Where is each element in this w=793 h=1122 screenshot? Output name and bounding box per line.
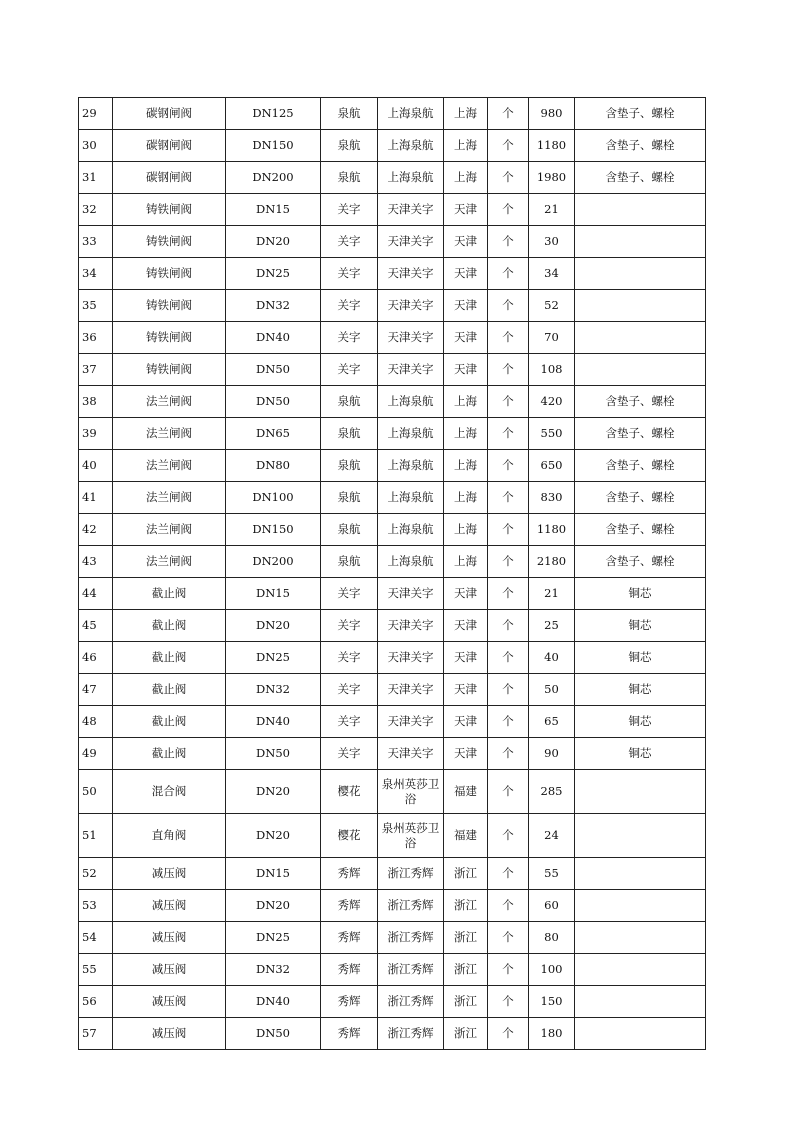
price-cell: 30: [529, 226, 575, 258]
table-row: [79, 578, 706, 610]
manufacturer-cell: 天津关字: [378, 194, 444, 226]
origin-cell: 浙江: [444, 858, 488, 890]
price-table: [78, 97, 706, 1050]
brand-cell: 樱花: [321, 814, 378, 858]
remark-cell: 铜芯: [575, 738, 706, 770]
origin-cell: 浙江: [444, 922, 488, 954]
unit-cell: 个: [488, 954, 529, 986]
table-row: [79, 482, 706, 514]
item-name: 减压阀: [113, 858, 226, 890]
spec-cell: DN50: [226, 354, 321, 386]
brand-cell: 秀辉: [321, 986, 378, 1018]
row-number: 52: [79, 858, 113, 890]
manufacturer-cell: 浙江秀辉: [378, 954, 444, 986]
remark-cell: [575, 922, 706, 954]
table-row: [79, 450, 706, 482]
remark-cell: [575, 954, 706, 986]
manufacturer-cell: 天津关字: [378, 258, 444, 290]
brand-cell: 秀辉: [321, 858, 378, 890]
manufacturer-cell: 泉州英莎卫浴: [378, 770, 444, 814]
brand-cell: 关字: [321, 578, 378, 610]
remark-cell: [575, 1018, 706, 1050]
price-cell: 21: [529, 194, 575, 226]
spec-cell: DN65: [226, 418, 321, 450]
spec-cell: DN25: [226, 258, 321, 290]
brand-cell: 秀辉: [321, 922, 378, 954]
item-name: 减压阀: [113, 922, 226, 954]
unit-cell: 个: [488, 482, 529, 514]
row-number: 34: [79, 258, 113, 290]
table-row: [79, 514, 706, 546]
table-row: [79, 546, 706, 578]
unit-cell: 个: [488, 578, 529, 610]
unit-cell: 个: [488, 814, 529, 858]
item-name: 减压阀: [113, 986, 226, 1018]
row-number: 41: [79, 482, 113, 514]
row-number: 30: [79, 130, 113, 162]
unit-cell: 个: [488, 890, 529, 922]
unit-cell: 个: [488, 162, 529, 194]
price-cell: 24: [529, 814, 575, 858]
table-row: [79, 674, 706, 706]
unit-cell: 个: [488, 706, 529, 738]
remark-cell: 铜芯: [575, 578, 706, 610]
spec-cell: DN150: [226, 130, 321, 162]
spec-cell: DN40: [226, 322, 321, 354]
price-cell: 550: [529, 418, 575, 450]
table-row: [79, 858, 706, 890]
table-row: [79, 706, 706, 738]
table-row: [79, 386, 706, 418]
origin-cell: 浙江: [444, 954, 488, 986]
origin-cell: 天津: [444, 194, 488, 226]
row-number: 33: [79, 226, 113, 258]
unit-cell: 个: [488, 258, 529, 290]
remark-cell: [575, 770, 706, 814]
price-cell: 100: [529, 954, 575, 986]
brand-cell: 泉航: [321, 546, 378, 578]
spec-cell: DN200: [226, 162, 321, 194]
manufacturer-cell: 上海泉航: [378, 130, 444, 162]
brand-cell: 关字: [321, 642, 378, 674]
brand-cell: 关字: [321, 258, 378, 290]
price-cell: 420: [529, 386, 575, 418]
table-row: [79, 890, 706, 922]
unit-cell: 个: [488, 130, 529, 162]
manufacturer-cell: 上海泉航: [378, 162, 444, 194]
price-cell: 65: [529, 706, 575, 738]
unit-cell: 个: [488, 386, 529, 418]
table-row: [79, 130, 706, 162]
spec-cell: DN32: [226, 674, 321, 706]
spec-cell: DN40: [226, 986, 321, 1018]
unit-cell: 个: [488, 226, 529, 258]
remark-cell: 含垫子、螺栓: [575, 98, 706, 130]
price-cell: 830: [529, 482, 575, 514]
origin-cell: 天津: [444, 674, 488, 706]
price-cell: 80: [529, 922, 575, 954]
price-cell: 40: [529, 642, 575, 674]
price-cell: 90: [529, 738, 575, 770]
manufacturer-cell: 泉州英莎卫浴: [378, 814, 444, 858]
table-row: [79, 954, 706, 986]
spec-cell: DN125: [226, 98, 321, 130]
brand-cell: 秀辉: [321, 954, 378, 986]
remark-cell: 含垫子、螺栓: [575, 418, 706, 450]
price-cell: 180: [529, 1018, 575, 1050]
table-row: [79, 258, 706, 290]
item-name: 截止阀: [113, 642, 226, 674]
brand-cell: 泉航: [321, 386, 378, 418]
row-number: 37: [79, 354, 113, 386]
manufacturer-cell: 上海泉航: [378, 482, 444, 514]
price-cell: 34: [529, 258, 575, 290]
manufacturer-cell: 上海泉航: [378, 98, 444, 130]
item-name: 碳钢闸阀: [113, 98, 226, 130]
brand-cell: 关字: [321, 706, 378, 738]
origin-cell: 天津: [444, 258, 488, 290]
origin-cell: 上海: [444, 386, 488, 418]
remark-cell: 含垫子、螺栓: [575, 546, 706, 578]
row-number: 45: [79, 610, 113, 642]
brand-cell: 关字: [321, 610, 378, 642]
manufacturer-cell: 上海泉航: [378, 386, 444, 418]
item-name: 截止阀: [113, 578, 226, 610]
remark-cell: 含垫子、螺栓: [575, 514, 706, 546]
origin-cell: 上海: [444, 98, 488, 130]
manufacturer-cell: 天津关字: [378, 290, 444, 322]
brand-cell: 泉航: [321, 130, 378, 162]
remark-cell: [575, 814, 706, 858]
row-number: 47: [79, 674, 113, 706]
brand-cell: 关字: [321, 674, 378, 706]
unit-cell: 个: [488, 922, 529, 954]
remark-cell: 含垫子、螺栓: [575, 450, 706, 482]
origin-cell: 上海: [444, 418, 488, 450]
origin-cell: 浙江: [444, 1018, 488, 1050]
table-row: [79, 642, 706, 674]
origin-cell: 福建: [444, 814, 488, 858]
manufacturer-cell: 天津关字: [378, 642, 444, 674]
origin-cell: 天津: [444, 642, 488, 674]
origin-cell: 上海: [444, 546, 488, 578]
origin-cell: 天津: [444, 578, 488, 610]
spec-cell: DN80: [226, 450, 321, 482]
spec-cell: DN15: [226, 578, 321, 610]
unit-cell: 个: [488, 514, 529, 546]
table-row: [79, 738, 706, 770]
item-name: 法兰闸阀: [113, 386, 226, 418]
remark-cell: 铜芯: [575, 610, 706, 642]
row-number: 38: [79, 386, 113, 418]
unit-cell: 个: [488, 738, 529, 770]
origin-cell: 天津: [444, 290, 488, 322]
brand-cell: 关字: [321, 738, 378, 770]
brand-cell: 泉航: [321, 482, 378, 514]
price-cell: 70: [529, 322, 575, 354]
item-name: 法兰闸阀: [113, 482, 226, 514]
origin-cell: 上海: [444, 130, 488, 162]
remark-cell: 铜芯: [575, 642, 706, 674]
remark-cell: 铜芯: [575, 706, 706, 738]
item-name: 减压阀: [113, 954, 226, 986]
remark-cell: [575, 354, 706, 386]
manufacturer-cell: 天津关字: [378, 738, 444, 770]
remark-cell: 铜芯: [575, 674, 706, 706]
row-number: 54: [79, 922, 113, 954]
item-name: 碳钢闸阀: [113, 162, 226, 194]
unit-cell: 个: [488, 986, 529, 1018]
brand-cell: 关字: [321, 226, 378, 258]
unit-cell: 个: [488, 1018, 529, 1050]
manufacturer-cell: 天津关字: [378, 354, 444, 386]
item-name: 混合阀: [113, 770, 226, 814]
item-name: 铸铁闸阀: [113, 258, 226, 290]
remark-cell: 含垫子、螺栓: [575, 130, 706, 162]
table-row: [79, 922, 706, 954]
row-number: 53: [79, 890, 113, 922]
brand-cell: 泉航: [321, 514, 378, 546]
item-name: 法兰闸阀: [113, 514, 226, 546]
item-name: 截止阀: [113, 738, 226, 770]
item-name: 铸铁闸阀: [113, 290, 226, 322]
table-row: [79, 226, 706, 258]
origin-cell: 上海: [444, 514, 488, 546]
remark-cell: [575, 858, 706, 890]
spec-cell: DN32: [226, 290, 321, 322]
price-cell: 1180: [529, 514, 575, 546]
manufacturer-cell: 上海泉航: [378, 450, 444, 482]
row-number: 35: [79, 290, 113, 322]
price-cell: 650: [529, 450, 575, 482]
remark-cell: 含垫子、螺栓: [575, 162, 706, 194]
remark-cell: [575, 322, 706, 354]
spec-cell: DN15: [226, 194, 321, 226]
manufacturer-cell: 浙江秀辉: [378, 890, 444, 922]
row-number: 51: [79, 814, 113, 858]
origin-cell: 天津: [444, 738, 488, 770]
origin-cell: 天津: [444, 226, 488, 258]
item-name: 铸铁闸阀: [113, 354, 226, 386]
item-name: 法兰闸阀: [113, 546, 226, 578]
brand-cell: 泉航: [321, 98, 378, 130]
unit-cell: 个: [488, 354, 529, 386]
price-cell: 285: [529, 770, 575, 814]
brand-cell: 秀辉: [321, 890, 378, 922]
price-cell: 50: [529, 674, 575, 706]
table-row: [79, 814, 706, 858]
spec-cell: DN25: [226, 642, 321, 674]
table-row: [79, 418, 706, 450]
spec-cell: DN20: [226, 814, 321, 858]
origin-cell: 浙江: [444, 890, 488, 922]
row-number: 55: [79, 954, 113, 986]
manufacturer-cell: 浙江秀辉: [378, 922, 444, 954]
price-cell: 1180: [529, 130, 575, 162]
spec-cell: DN15: [226, 858, 321, 890]
price-cell: 1980: [529, 162, 575, 194]
item-name: 法兰闸阀: [113, 450, 226, 482]
unit-cell: 个: [488, 194, 529, 226]
price-cell: 21: [529, 578, 575, 610]
manufacturer-cell: 上海泉航: [378, 546, 444, 578]
unit-cell: 个: [488, 858, 529, 890]
manufacturer-cell: 浙江秀辉: [378, 986, 444, 1018]
item-name: 减压阀: [113, 890, 226, 922]
manufacturer-cell: 上海泉航: [378, 418, 444, 450]
unit-cell: 个: [488, 770, 529, 814]
origin-cell: 天津: [444, 354, 488, 386]
unit-cell: 个: [488, 610, 529, 642]
spec-cell: DN100: [226, 482, 321, 514]
brand-cell: 关字: [321, 194, 378, 226]
brand-cell: 关字: [321, 322, 378, 354]
table-row: [79, 1018, 706, 1050]
price-cell: 25: [529, 610, 575, 642]
brand-cell: 泉航: [321, 418, 378, 450]
unit-cell: 个: [488, 674, 529, 706]
price-cell: 55: [529, 858, 575, 890]
spec-cell: DN50: [226, 386, 321, 418]
brand-cell: 泉航: [321, 450, 378, 482]
table-row: [79, 610, 706, 642]
spec-cell: DN200: [226, 546, 321, 578]
price-cell: 150: [529, 986, 575, 1018]
row-number: 32: [79, 194, 113, 226]
row-number: 56: [79, 986, 113, 1018]
table-row: [79, 162, 706, 194]
item-name: 截止阀: [113, 706, 226, 738]
row-number: 36: [79, 322, 113, 354]
table-row: [79, 98, 706, 130]
remark-cell: [575, 890, 706, 922]
table-row: [79, 290, 706, 322]
remark-cell: [575, 986, 706, 1018]
item-name: 截止阀: [113, 610, 226, 642]
spec-cell: DN20: [226, 610, 321, 642]
table-row: [79, 194, 706, 226]
table-row: [79, 322, 706, 354]
table-row: [79, 770, 706, 814]
price-cell: 52: [529, 290, 575, 322]
spec-cell: DN50: [226, 1018, 321, 1050]
unit-cell: 个: [488, 450, 529, 482]
manufacturer-cell: 天津关字: [378, 706, 444, 738]
spec-cell: DN20: [226, 890, 321, 922]
brand-cell: 樱花: [321, 770, 378, 814]
row-number: 31: [79, 162, 113, 194]
remark-cell: [575, 258, 706, 290]
remark-cell: [575, 226, 706, 258]
brand-cell: 关字: [321, 290, 378, 322]
spec-cell: DN25: [226, 922, 321, 954]
origin-cell: 浙江: [444, 986, 488, 1018]
manufacturer-cell: 天津关字: [378, 610, 444, 642]
spec-cell: DN32: [226, 954, 321, 986]
row-number: 48: [79, 706, 113, 738]
item-name: 法兰闸阀: [113, 418, 226, 450]
manufacturer-cell: 天津关字: [378, 578, 444, 610]
origin-cell: 天津: [444, 706, 488, 738]
price-cell: 2180: [529, 546, 575, 578]
row-number: 40: [79, 450, 113, 482]
spec-cell: DN40: [226, 706, 321, 738]
unit-cell: 个: [488, 418, 529, 450]
manufacturer-cell: 浙江秀辉: [378, 858, 444, 890]
manufacturer-cell: 天津关字: [378, 674, 444, 706]
row-number: 49: [79, 738, 113, 770]
origin-cell: 天津: [444, 610, 488, 642]
spec-cell: DN20: [226, 226, 321, 258]
row-number: 46: [79, 642, 113, 674]
item-name: 截止阀: [113, 674, 226, 706]
item-name: 铸铁闸阀: [113, 226, 226, 258]
origin-cell: 天津: [444, 322, 488, 354]
unit-cell: 个: [488, 98, 529, 130]
item-name: 减压阀: [113, 1018, 226, 1050]
row-number: 39: [79, 418, 113, 450]
brand-cell: 秀辉: [321, 1018, 378, 1050]
spec-cell: DN150: [226, 514, 321, 546]
remark-cell: 含垫子、螺栓: [575, 386, 706, 418]
remark-cell: [575, 194, 706, 226]
manufacturer-cell: 浙江秀辉: [378, 1018, 444, 1050]
manufacturer-cell: 上海泉航: [378, 514, 444, 546]
price-cell: 108: [529, 354, 575, 386]
spec-cell: DN20: [226, 770, 321, 814]
item-name: 铸铁闸阀: [113, 322, 226, 354]
unit-cell: 个: [488, 322, 529, 354]
unit-cell: 个: [488, 290, 529, 322]
origin-cell: 福建: [444, 770, 488, 814]
item-name: 铸铁闸阀: [113, 194, 226, 226]
item-name: 碳钢闸阀: [113, 130, 226, 162]
row-number: 50: [79, 770, 113, 814]
origin-cell: 上海: [444, 162, 488, 194]
row-number: 43: [79, 546, 113, 578]
unit-cell: 个: [488, 642, 529, 674]
row-number: 29: [79, 98, 113, 130]
price-cell: 980: [529, 98, 575, 130]
row-number: 57: [79, 1018, 113, 1050]
brand-cell: 关字: [321, 354, 378, 386]
origin-cell: 上海: [444, 482, 488, 514]
origin-cell: 上海: [444, 450, 488, 482]
manufacturer-cell: 天津关字: [378, 322, 444, 354]
remark-cell: 含垫子、螺栓: [575, 482, 706, 514]
remark-cell: [575, 290, 706, 322]
table-row: [79, 986, 706, 1018]
table-row: [79, 354, 706, 386]
spec-cell: DN50: [226, 738, 321, 770]
row-number: 44: [79, 578, 113, 610]
brand-cell: 泉航: [321, 162, 378, 194]
price-cell: 60: [529, 890, 575, 922]
item-name: 直角阀: [113, 814, 226, 858]
unit-cell: 个: [488, 546, 529, 578]
row-number: 42: [79, 514, 113, 546]
manufacturer-cell: 天津关字: [378, 226, 444, 258]
